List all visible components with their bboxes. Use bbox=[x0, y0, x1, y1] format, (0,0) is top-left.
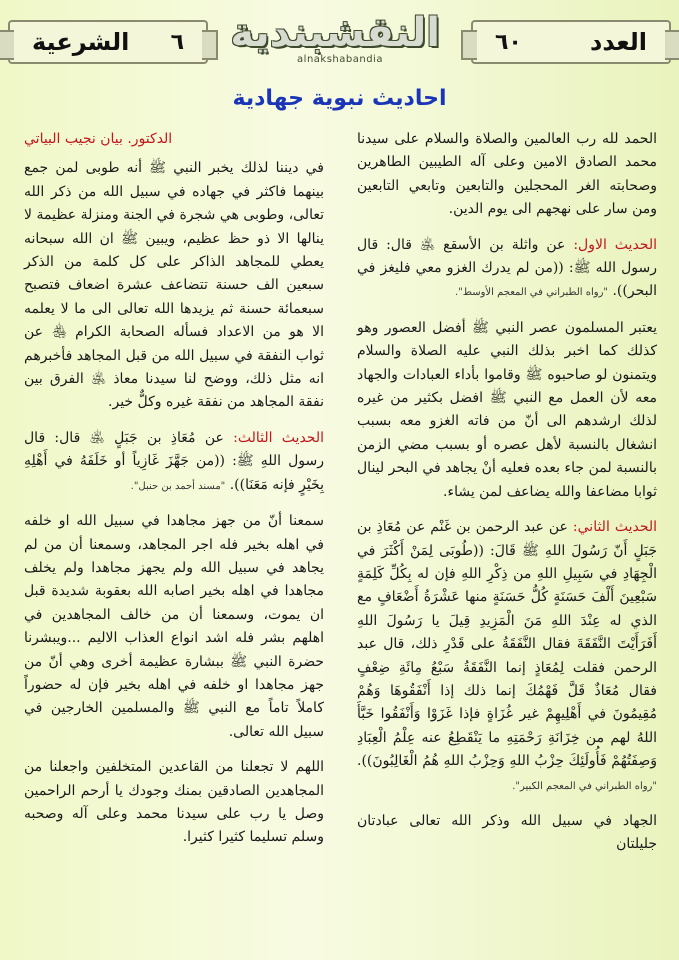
commentary-1: يعتبر المسلمون عصر النبي ﷺ أفضل العصور وهو كذلك كما اخبر بذلك النبي عليه الصلاة والسلام ويتمنون لو صاحبوه ﷺ وقاموا بأداء العبادات والجهاد معه لأن العمل مع النبي ﷺ افضل بكثير من غيره لذلك ارشدهم الى أنّ من فاته الغزو معه بسبب انشغال بالنسبة لأهل عصره أو بسبب مضي الزمن بالنسبة لمن جاء بعده فعليه أنْ يجاهد في البحر لينال ثوابا مضاعفا والله يضاعف لمن يشاء. bbox=[357, 319, 657, 500]
hadith-3-label: الحديث الثالث: bbox=[233, 429, 324, 446]
hadith-1-text: عن واثلة بن الأسقع ﵁ قال: قال رسول الله ﷺ: ((من لم يدرك الغزو معي فليغز في البحر)). bbox=[357, 236, 657, 300]
commentary-3: سمعنا أنّ من جهز مجاهدا في سبيل الله او خلفه في اهله بخير فله اجر المجاهد، وسمعنا أن من لم يجاهد في سبيل الله ولم يجهز مجاهدا ولم يخلف مجاهدا في اهله بخير اصابه الله بعقوبة شديدة قبل ان يموت، وسمعنا أن من خالف المجاهدين في اهلهم بشر فله اشد انواع العذاب الاليم ...ويبشرنا حضرة النبي ﷺ ببشارة عظيمة أخرى وهي أنّ من جهز مجاهدا او خلفه في اهله بخير فإن له حضوراً كاملاً تاماً مع النبي ﷺ والمسلمين الخارجين في سبيل الله تعالى. bbox=[24, 513, 324, 740]
commentary-2-continued: في ديننا لذلك يخبر النبي ﷺ أنه طوبى لمن جمع بينهما فاكثر في جهاده في سبيل الله من ذكر الله تعالى، وطوبى هي شجرة في الجنة ومنزلة عظيمة لا ينالها الا ذو حظ عظيم، ويبين ﷺ ان الله سبحانه يعطي للمجاهد الذاكر على كل كلمة من الذكر سبعين الف حسنة تتضاعف عشرة اضعاف فتصبح سبعمائة حسنة ثم يزيدها الله تعالى الى ما لا يعلمه الا هو من الاعداد فسأله الصحابة الكرام ﵃ عن ثواب النفقة في سبيل الله من قبل المجاهد فأخبرهم انه مثل ذلك، ووضح لنا سيدنا معاذ ﵁ الفرق بين نفقة المجاهد من نفقة غيره وكلٌّ خير. bbox=[24, 160, 324, 411]
issue-banner bbox=[471, 20, 671, 64]
hadith-2-text: عن عبد الرحمن بن غَنْم عن مُعَاذِ بن جَبَلٍ أَنّ رَسُولَ اللهِ ﷺ قَالَ: ((طُوبَى لِمَنْ أَكْثَرَ في الْجِهَادِ في سَبِيلِ اللهِ من ذِكْرِ اللهِ فإن له بِكُلِّ كَلِمَةٍ سَبْعِينَ أَلْفَ حَسَنَةٍ كُلُّ حَسَنَةٍ منها عَشْرَةُ أَضْعَافٍ مع الذي له عِنْدَ اللهِ مَنَ الْمَزِيدِ قِيلَ يا رَسُولَ اللهِ أَفَرَأَيْتَ النَّفَقَةَ فقال النَّفَقَةُ على قَدْرِ ذلك، قال عبد الرحمن فقلت لِمُعَاذٍ إنما النَّفَقَةُ سَبْعُ مِائَةِ ضِعْفٍ فقال مُعَاذٌ قَلَّ فَهْمُكَ إنما ذلك إذا أَنْفَقُوهَا وَهُمْ مُقِيمُونَ في أَهْلِيهِمْ غير غُزَاةٍ فإذا غَزَوْا وَأَنْفَقُوا خَبَّأَ اللهُ لهم من خِزَانَةِ رَحْمَتِهِ ما يَنْقَطِعُ عنه عِلْمُ الْعِبَادِ وَصِفَتُهُمْ فَأُولَئِكَ حِزْبُ اللهِ وَحِزْبُ اللهِ هُمُ الْغَالِبُونَ)). bbox=[357, 519, 657, 770]
hadith-3-text: عن مُعَاذِ بن جَبَلٍ ﵁ قال: قال رسول اللهِ ﷺ: ((من جَهَّزَ غَازِياً أو خَلَفَهُ في أَهْلِهِ بِخَيْرٍ فإنه مَعَنَا)). bbox=[24, 429, 324, 493]
commentary-2-start: الجهاد في سبيل الله وذكر الله تعالى عبادتان جليلتان bbox=[357, 812, 657, 853]
hadith-3 bbox=[24, 427, 324, 498]
section-banner bbox=[8, 20, 208, 64]
logo-arabic: النقشبندية bbox=[230, 10, 440, 56]
section-name: الشرعية bbox=[32, 28, 130, 56]
hadith-2-label: الحديث الثاني: bbox=[572, 519, 658, 536]
issue-number: ٦٠ bbox=[495, 29, 522, 55]
left-column bbox=[24, 128, 324, 862]
hadith-2 bbox=[357, 516, 657, 798]
page-number: ٦ bbox=[170, 29, 184, 55]
right-column bbox=[357, 128, 657, 869]
hadith-2-citation: "رواه الطبراني في المعجم الكبير". bbox=[512, 780, 657, 792]
logo-latin: alnakshabandia bbox=[297, 54, 383, 65]
closing-prayer: اللهم لا تجعلنا من القاعدين المتخلفين واجعلنا من المجاهدين الصادقين بمنك وجودك يا أرحم الراحمين وصل يا رب على سيدنا محمد وعلى آله وصحبه وسلم تسليما كثيرا كثيرا. bbox=[24, 759, 324, 846]
intro-paragraph: الحمد لله رب العالمين والصلاة والسلام على سيدنا محمد الصادق الامين وعلى آله الطيبين الطاهرين وصحابته الغر المحجلين والتابعين وتابعي التابعين ومن سار على نهجهم الى يوم الدين. bbox=[357, 131, 657, 218]
page-header bbox=[0, 0, 679, 80]
article-title: احاديث نبوية جهادية bbox=[232, 86, 447, 111]
author-name: الدكتور. بيان نجيب البياتي bbox=[24, 131, 173, 147]
hadith-3-citation: "مسند أحمد بن حنبل". bbox=[130, 480, 226, 492]
hadith-1-label: الحديث الاول: bbox=[573, 236, 657, 253]
hadith-1 bbox=[357, 234, 657, 305]
issue-label: العدد bbox=[590, 28, 647, 56]
hadith-1-citation: "رواه الطبراني في المعجم الأوسط". bbox=[454, 287, 609, 299]
magazine-logo bbox=[230, 10, 440, 72]
